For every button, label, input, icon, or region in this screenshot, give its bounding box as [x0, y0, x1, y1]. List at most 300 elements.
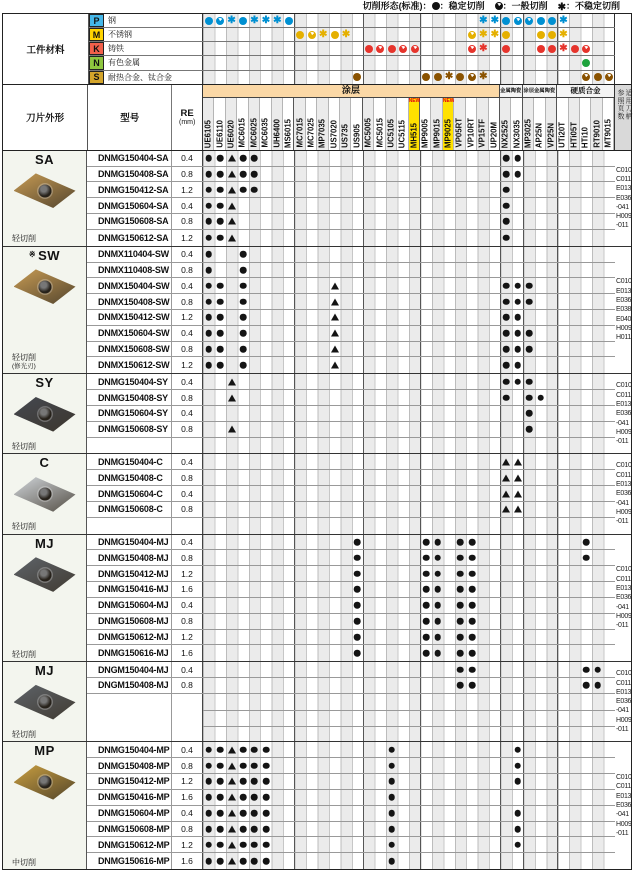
reference-code: E036	[616, 698, 632, 706]
second-choice-triangle-icon	[228, 778, 236, 785]
first-choice-dot-icon	[354, 602, 361, 609]
first-choice-dot-icon	[423, 570, 430, 577]
grade-column-MP7035	[317, 98, 328, 150]
first-choice-dot-icon	[434, 555, 441, 562]
first-choice-dot-icon	[503, 186, 510, 193]
unstable-mark-icon: ✱	[273, 14, 282, 26]
model-cell: DNMG150604-SA	[87, 198, 172, 213]
first-choice-dot-icon	[503, 330, 510, 337]
grade-group-separator	[523, 214, 524, 229]
first-choice-dot-icon	[251, 778, 258, 785]
grade-group-separator	[294, 582, 295, 597]
first-choice-dot-icon	[251, 826, 258, 833]
grade-name-label: MT9015	[603, 119, 613, 148]
grade-group-separator	[500, 374, 501, 389]
insert-selection-table	[2, 13, 632, 870]
unstable-mark-icon: ✱	[559, 28, 568, 40]
insert-row-DNMG150416-MJ	[87, 582, 615, 598]
first-choice-dot-icon	[526, 426, 533, 433]
second-choice-triangle-icon	[331, 314, 339, 321]
grade-group-separator	[363, 14, 364, 27]
reference-code: C011	[616, 471, 632, 479]
stable-mark-icon	[502, 45, 510, 53]
grade-group-separator	[557, 406, 558, 421]
grade-group-separator	[294, 806, 295, 821]
first-choice-dot-icon	[205, 858, 212, 865]
grade-group-separator	[523, 598, 524, 613]
grade-group-separator	[557, 582, 558, 597]
grade-name-label: MC5005	[363, 118, 373, 148]
grade-name-label: UE6105	[203, 119, 213, 148]
insert-rows	[87, 247, 615, 374]
grade-column-UC5115	[397, 98, 408, 150]
model-cell: DNMG150608-SY	[87, 422, 172, 437]
first-choice-dot-icon	[469, 618, 476, 625]
grade-group-separator	[363, 822, 364, 837]
grade-group-separator	[420, 14, 421, 27]
stable-mark-icon	[432, 2, 440, 10]
material-row-S	[89, 71, 615, 84]
grade-column-AP25N	[534, 98, 545, 150]
insert-shape-cell	[3, 454, 87, 533]
grade-group-separator	[294, 230, 295, 246]
grade-group-separator	[363, 806, 364, 821]
second-choice-triangle-icon	[228, 378, 236, 385]
grade-group-separator	[557, 742, 558, 757]
grade-group-separator	[523, 630, 524, 645]
grade-group-separator	[420, 645, 421, 661]
grade-group-separator	[523, 151, 524, 166]
grade-group-separator	[500, 56, 501, 69]
grade-group-separator	[523, 422, 524, 437]
second-choice-triangle-icon	[502, 458, 510, 465]
insert-row-DNMG150408-SY	[87, 390, 615, 406]
reference-codes	[615, 151, 631, 246]
grade-column-HTi05T	[569, 98, 580, 150]
model-cell: DNMX110404-SW	[87, 247, 172, 262]
grade-group-separator	[557, 342, 558, 357]
grade-group-separator	[294, 247, 295, 262]
availability-strip	[203, 390, 615, 405]
first-choice-dot-icon	[423, 634, 430, 641]
grade-group-separator	[523, 742, 524, 757]
grade-group-separator	[420, 438, 421, 454]
material-grade-marks	[203, 14, 615, 27]
re-cell: 1.6	[172, 582, 203, 597]
grade-name-label: VP05RT	[454, 118, 464, 148]
reference-codes	[615, 247, 631, 374]
grade-group-separator	[420, 742, 421, 757]
availability-strip	[203, 422, 615, 437]
grade-group-separator	[420, 758, 421, 773]
grade-group-separator	[523, 853, 524, 869]
insert-shape-cell	[3, 247, 87, 374]
first-choice-dot-icon	[514, 762, 521, 769]
insert-row-DNMG150604-SA	[87, 198, 615, 214]
grade-group-separator	[363, 438, 364, 454]
grade-group-separator	[523, 247, 524, 262]
material-grade-marks	[203, 42, 615, 55]
grade-group-separator	[420, 790, 421, 805]
first-choice-dot-icon	[469, 555, 476, 562]
second-choice-triangle-icon	[514, 474, 522, 481]
grade-group-separator	[523, 357, 524, 373]
reference-code: -041	[616, 499, 629, 507]
reference-code: C010	[616, 462, 632, 470]
grade-group-separator	[557, 198, 558, 213]
model-cell: DNMG150412-MJ	[87, 566, 172, 581]
availability-strip	[203, 742, 615, 757]
first-choice-dot-icon	[240, 746, 247, 753]
grade-group-separator	[363, 230, 364, 246]
reference-code: E013	[616, 688, 632, 696]
availability-strip	[203, 486, 615, 501]
model-cell: DNMG150604-C	[87, 486, 172, 501]
insert-row-DNMG150412-MP	[87, 774, 615, 790]
model-cell: DNMG150412-MP	[87, 774, 172, 789]
first-choice-dot-icon	[263, 762, 270, 769]
insert-center-hole	[38, 488, 51, 501]
grade-group-separator	[420, 167, 421, 182]
insert-photo	[14, 173, 76, 209]
insert-shape-cell	[3, 535, 87, 662]
grade-group-separator	[500, 566, 501, 581]
re-cell: 0.8	[172, 822, 203, 837]
grade-group-separator	[500, 151, 501, 166]
grade-name-label: AP25N	[534, 122, 544, 148]
availability-strip	[203, 310, 615, 325]
grade-group-separator	[294, 645, 295, 661]
first-choice-dot-icon	[217, 746, 224, 753]
grade-group-separator	[420, 230, 421, 246]
insert-row-DNMG150412-SA	[87, 182, 615, 198]
first-choice-dot-icon	[434, 650, 441, 657]
grade-group-separator	[523, 550, 524, 565]
first-choice-dot-icon	[205, 841, 212, 848]
grade-group-separator	[363, 614, 364, 629]
grade-name-label: UH6400	[272, 119, 282, 148]
grade-name-label: MH515	[409, 122, 419, 148]
insert-shape-label: MJ	[34, 663, 55, 679]
reference-code: -011	[616, 726, 629, 734]
availability-strip	[203, 278, 615, 293]
second-choice-triangle-icon	[228, 186, 236, 193]
first-choice-dot-icon	[503, 378, 510, 385]
grade-group-separator	[523, 662, 524, 677]
first-choice-dot-icon	[240, 155, 247, 162]
grade-group-separator	[500, 806, 501, 821]
first-choice-dot-icon	[457, 650, 464, 657]
reference-code: C011	[616, 175, 632, 183]
re-cell: 0.4	[172, 406, 203, 421]
insert-rows	[87, 535, 615, 662]
first-choice-dot-icon	[526, 298, 533, 305]
grade-group-separator	[500, 214, 501, 229]
material-class-badge: P	[89, 14, 104, 27]
insert-row-DNMG150404-MJ	[87, 535, 615, 551]
insert-photo	[14, 684, 76, 720]
grade-group-separator	[500, 454, 501, 469]
grade-group-row	[203, 85, 614, 98]
re-cell: 1.2	[172, 357, 203, 373]
stable-mark-icon	[571, 45, 579, 53]
first-choice-dot-icon	[514, 155, 521, 162]
reference-codes	[615, 454, 631, 533]
grade-group-separator	[500, 822, 501, 837]
insert-row-DNMG150412-MJ	[87, 566, 615, 582]
grade-group-separator	[500, 630, 501, 645]
availability-strip	[203, 582, 615, 597]
re-cell: 1.6	[172, 853, 203, 869]
model-cell: DNMG150408-MJ	[87, 550, 172, 565]
first-choice-dot-icon	[217, 778, 224, 785]
first-choice-dot-icon	[240, 841, 247, 848]
first-choice-dot-icon	[583, 666, 590, 673]
second-choice-triangle-icon	[228, 825, 236, 832]
material-class-badge: N	[89, 56, 104, 69]
insert-row-empty	[87, 438, 615, 454]
first-choice-dot-icon	[595, 666, 602, 673]
grade-group-separator	[363, 390, 364, 405]
insert-row-DNMG150408-MP	[87, 758, 615, 774]
grade-group-separator	[557, 263, 558, 278]
model-cell: DNGM150408-MJ	[87, 678, 172, 693]
stable-mark-icon	[582, 59, 590, 67]
stable-mark-icon	[331, 31, 339, 39]
insert-center-hole	[38, 408, 51, 421]
grade-group-separator	[294, 214, 295, 229]
insert-center-hole	[38, 280, 51, 293]
first-choice-dot-icon	[205, 778, 212, 785]
grade-group-separator	[294, 550, 295, 565]
normal-mark-icon	[468, 45, 476, 53]
normal-mark-icon	[468, 73, 476, 81]
grade-group-separator	[523, 438, 524, 454]
insert-photo	[14, 396, 76, 432]
reference-codes	[615, 742, 631, 869]
first-choice-dot-icon	[514, 826, 521, 833]
grade-group-separator	[557, 374, 558, 389]
first-choice-dot-icon	[434, 539, 441, 546]
grade-group-separator	[523, 518, 524, 534]
first-choice-dot-icon	[217, 155, 224, 162]
matrix-right-spacer	[615, 14, 631, 84]
grade-group-separator	[420, 214, 421, 229]
first-choice-dot-icon	[514, 171, 521, 178]
first-choice-dot-icon	[240, 346, 247, 353]
grade-group-separator	[363, 694, 364, 742]
re-cell: 0.8	[172, 614, 203, 629]
grade-group-separator	[557, 167, 558, 182]
grade-group-separator	[363, 357, 364, 373]
reference-code: E013	[616, 185, 632, 193]
grade-group-label: 硬质合金	[557, 85, 614, 97]
grade-group-separator	[557, 470, 558, 485]
second-choice-triangle-icon	[228, 394, 236, 401]
material-grade-marks	[203, 28, 615, 41]
grade-group-separator	[420, 247, 421, 262]
material-name: 钢	[104, 14, 203, 27]
insert-row-DNMG150404-SY	[87, 374, 615, 390]
first-choice-dot-icon	[240, 778, 247, 785]
grade-name-label: MC7025	[306, 118, 316, 148]
unstable-mark-icon: ✱	[479, 71, 488, 83]
first-choice-dot-icon	[423, 555, 430, 562]
cutting-mode-legend	[0, 0, 620, 13]
first-choice-dot-icon	[205, 267, 212, 274]
insert-groups	[3, 151, 631, 869]
grade-group-separator	[294, 662, 295, 677]
re-cell: 0.8	[172, 390, 203, 405]
insert-shape-label: MJ	[34, 535, 55, 551]
grade-group-separator	[363, 550, 364, 565]
insert-row-DNMG150608-SA	[87, 214, 615, 230]
reference-codes	[615, 535, 631, 662]
first-choice-dot-icon	[423, 650, 430, 657]
stable-mark-icon	[537, 45, 545, 53]
grade-group-separator	[557, 806, 558, 821]
grade-group-separator	[363, 71, 364, 84]
insert-row-DNMX150412-SW	[87, 310, 615, 326]
unstable-mark-icon: ✱	[479, 14, 488, 26]
grade-group-separator	[557, 28, 558, 41]
grade-group-separator	[523, 694, 524, 742]
grade-group-separator	[557, 837, 558, 852]
first-choice-dot-icon	[457, 570, 464, 577]
grade-group-separator	[523, 470, 524, 485]
re-cell: 0.8	[172, 214, 203, 229]
grade-name-label: MP3025	[523, 118, 533, 148]
reference-code: E013	[616, 287, 632, 295]
grade-group-separator	[557, 214, 558, 229]
first-choice-dot-icon	[240, 186, 247, 193]
grade-group-separator	[420, 422, 421, 437]
availability-strip	[203, 630, 615, 645]
first-choice-dot-icon	[217, 362, 224, 369]
first-choice-dot-icon	[526, 330, 533, 337]
availability-strip	[203, 151, 615, 166]
reference-code: -011	[616, 622, 629, 630]
grade-group-separator	[523, 822, 524, 837]
first-choice-dot-icon	[469, 539, 476, 546]
re-cell: 1.2	[172, 182, 203, 197]
grade-name-label: MC6035	[260, 118, 270, 148]
grade-group-separator	[557, 278, 558, 293]
first-choice-dot-icon	[205, 746, 212, 753]
model-cell: DNMX110408-SW	[87, 263, 172, 278]
grade-column-US905	[351, 98, 362, 150]
grade-group-separator	[294, 790, 295, 805]
normal-mark-icon	[514, 17, 522, 25]
grade-group-separator	[294, 390, 295, 405]
material-grade-marks	[203, 71, 615, 84]
first-choice-dot-icon	[434, 618, 441, 625]
reference-code: C011	[616, 679, 632, 687]
insert-row-DNMG150612-MP	[87, 837, 615, 853]
grade-group-separator	[420, 406, 421, 421]
grade-group-separator	[294, 326, 295, 341]
grade-group-separator	[523, 230, 524, 246]
grade-group-separator	[294, 454, 295, 469]
grade-name-label: UE6110	[215, 119, 225, 148]
first-choice-dot-icon	[389, 746, 396, 753]
insert-shape-label: ※ SW	[28, 247, 61, 263]
reference-code: E036	[616, 194, 632, 202]
holder-ref-label: 适用刀柄	[624, 88, 631, 120]
re-cell: 0.4	[172, 151, 203, 166]
grade-group-separator	[523, 566, 524, 581]
second-choice-triangle-icon	[514, 458, 522, 465]
grade-group-separator	[500, 742, 501, 757]
first-choice-dot-icon	[240, 858, 247, 865]
grade-group-separator	[363, 470, 364, 485]
reference-code: E036	[616, 410, 632, 418]
grade-group-separator	[420, 151, 421, 166]
re-cell: 0.4	[172, 454, 203, 469]
insert-group-C-3	[3, 454, 631, 534]
availability-strip	[203, 598, 615, 613]
reference-code: -011	[616, 222, 629, 230]
normal-mark-icon	[582, 45, 590, 53]
reference-code: -041	[616, 203, 629, 211]
first-choice-dot-icon	[434, 570, 441, 577]
availability-strip	[203, 550, 615, 565]
grade-group-separator	[557, 774, 558, 789]
grade-group-separator	[523, 390, 524, 405]
grade-column-US7020	[329, 98, 340, 150]
re-cell	[172, 694, 203, 742]
grade-group-separator	[557, 310, 558, 325]
insert-center-hole	[38, 184, 51, 197]
model-cell: DNMX150604-SW	[87, 326, 172, 341]
unstable-mark-icon: ✱	[227, 14, 236, 26]
first-choice-dot-icon	[205, 794, 212, 801]
grade-group-separator	[523, 502, 524, 517]
grade-group-separator	[363, 263, 364, 278]
grade-group-separator	[363, 598, 364, 613]
grade-group-separator	[420, 502, 421, 517]
grade-group-separator	[420, 678, 421, 693]
second-choice-triangle-icon	[514, 506, 522, 513]
insert-row-DNMX150604-SW	[87, 326, 615, 342]
grade-group-separator	[557, 758, 558, 773]
grade-group-separator	[500, 774, 501, 789]
reference-code: E013	[616, 481, 632, 489]
grade-group-separator	[363, 42, 364, 55]
grade-group-separator	[523, 342, 524, 357]
grade-group-separator	[420, 294, 421, 309]
grade-group-separator	[294, 837, 295, 852]
grade-group-separator	[294, 310, 295, 325]
second-choice-triangle-icon	[502, 506, 510, 513]
re-label: RE	[180, 108, 194, 120]
grade-column-VP10RT	[466, 98, 477, 150]
second-choice-triangle-icon	[228, 858, 236, 865]
insert-group-SW-1	[3, 247, 631, 375]
grade-column-MP3025	[523, 98, 534, 150]
first-choice-dot-icon	[217, 794, 224, 801]
insert-rows	[87, 454, 615, 533]
cutting-type-label: 轻切削	[12, 649, 36, 659]
material-class-badge: M	[89, 28, 104, 41]
grade-group-separator	[523, 806, 524, 821]
first-choice-dot-icon	[469, 682, 476, 689]
model-cell: DNMG150404-SY	[87, 374, 172, 389]
stable-mark-icon	[353, 73, 361, 81]
grade-group-separator	[500, 662, 501, 677]
second-choice-triangle-icon	[502, 474, 510, 481]
grade-group-separator	[523, 406, 524, 421]
